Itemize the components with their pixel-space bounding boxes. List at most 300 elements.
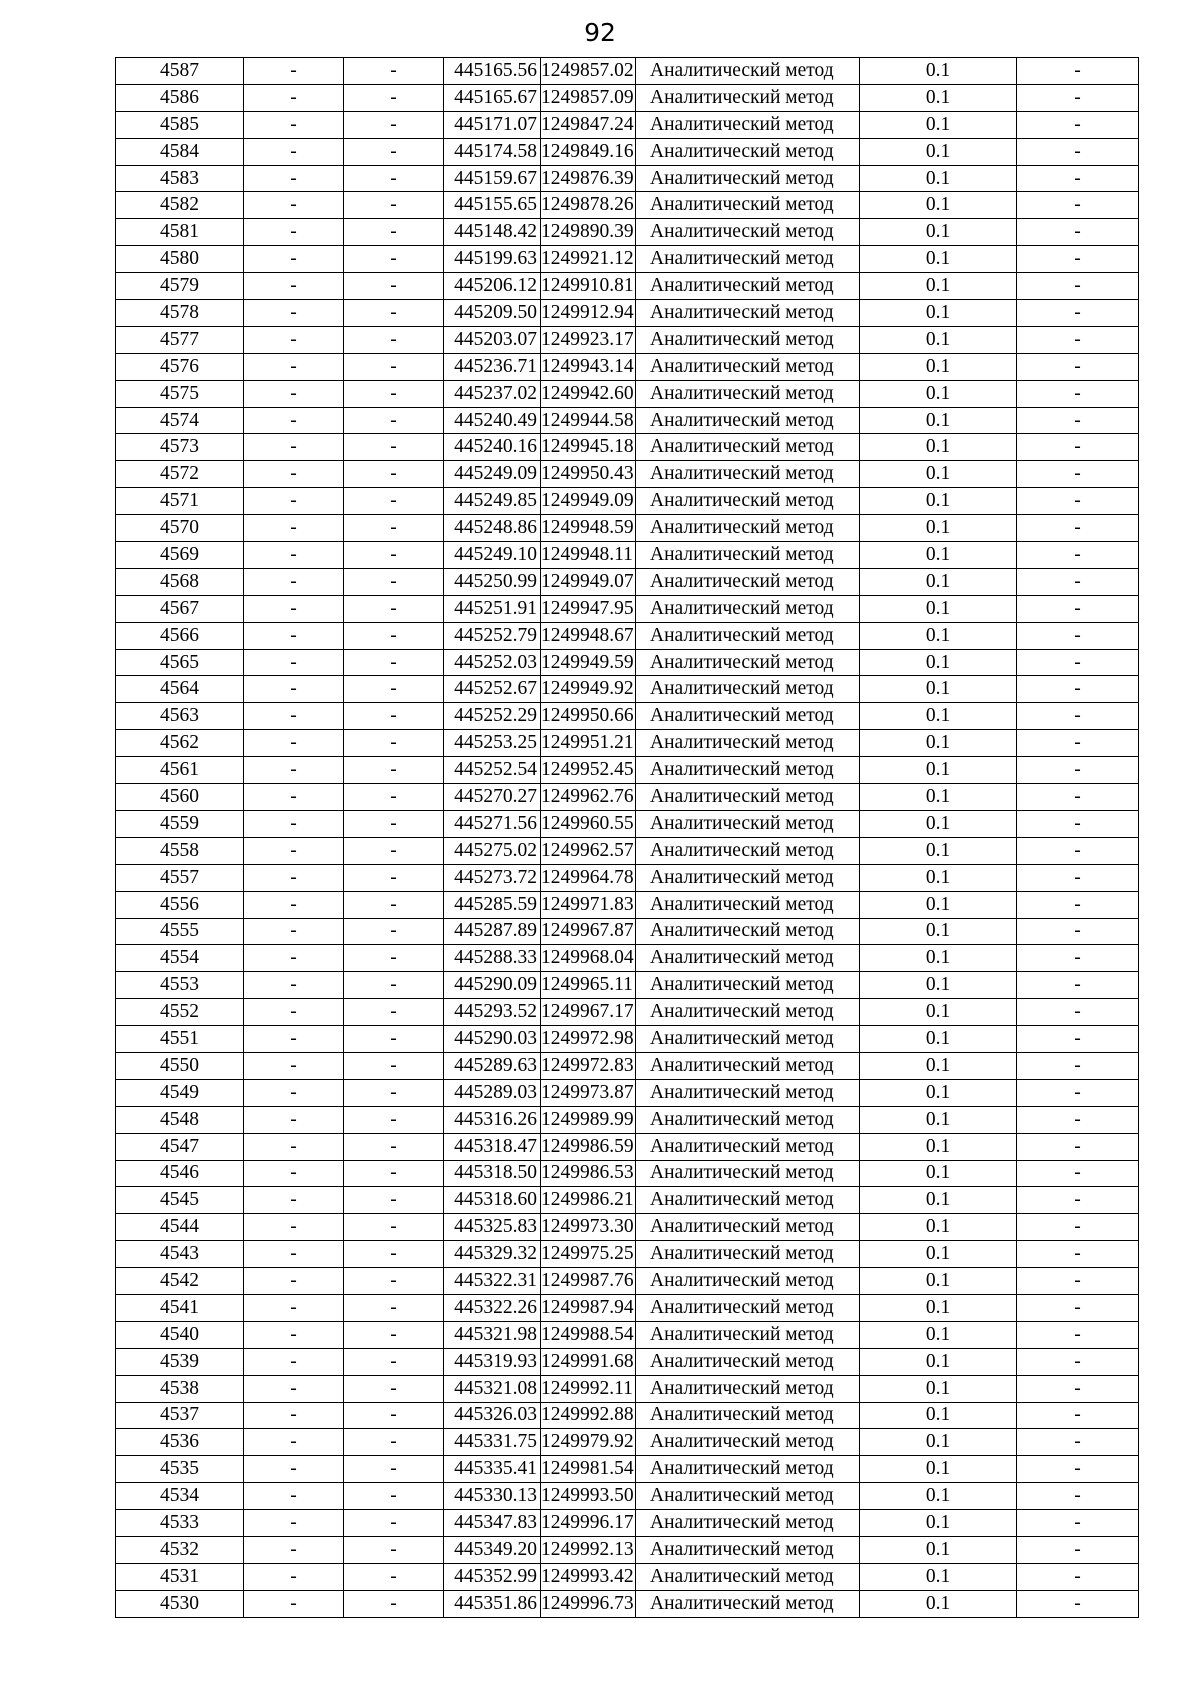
point-number-cell: 4537 xyxy=(116,1402,244,1429)
accuracy-cell: 0.1 xyxy=(860,434,1017,461)
table-row xyxy=(116,1563,1139,1590)
method-cell: Аналитический метод xyxy=(636,1079,860,1106)
table-row xyxy=(116,380,1139,407)
accuracy-cell: 0.1 xyxy=(860,1214,1017,1241)
table-row xyxy=(116,1294,1139,1321)
table-row xyxy=(116,864,1139,891)
y-coordinate-cell: 1249952.45 xyxy=(541,757,636,784)
y-coordinate-cell: 1249986.59 xyxy=(541,1133,636,1160)
table-row xyxy=(116,488,1139,515)
method-cell: Аналитический метод xyxy=(636,84,860,111)
dash-cell: - xyxy=(244,837,344,864)
table-row xyxy=(116,1429,1139,1456)
y-coordinate-cell: 1249986.53 xyxy=(541,1160,636,1187)
x-coordinate-cell: 445275.02 xyxy=(444,837,541,864)
dash-cell: - xyxy=(1017,84,1139,111)
dash-cell: - xyxy=(1017,1483,1139,1510)
dash-cell: - xyxy=(1017,461,1139,488)
accuracy-cell: 0.1 xyxy=(860,407,1017,434)
y-coordinate-cell: 1249943.14 xyxy=(541,353,636,380)
dash-cell: - xyxy=(344,945,444,972)
accuracy-cell: 0.1 xyxy=(860,568,1017,595)
x-coordinate-cell: 445289.63 xyxy=(444,1052,541,1079)
y-coordinate-cell: 1249975.25 xyxy=(541,1241,636,1268)
y-coordinate-cell: 1249949.09 xyxy=(541,488,636,515)
point-number-cell: 4562 xyxy=(116,730,244,757)
dash-cell: - xyxy=(1017,434,1139,461)
y-coordinate-cell: 1249967.17 xyxy=(541,999,636,1026)
dash-cell: - xyxy=(244,1590,344,1617)
table-row xyxy=(116,1106,1139,1133)
dash-cell: - xyxy=(244,1321,344,1348)
dash-cell: - xyxy=(244,515,344,542)
accuracy-cell: 0.1 xyxy=(860,1241,1017,1268)
accuracy-cell: 0.1 xyxy=(860,1079,1017,1106)
x-coordinate-cell: 445321.98 xyxy=(444,1321,541,1348)
y-coordinate-cell: 1249949.59 xyxy=(541,649,636,676)
dash-cell: - xyxy=(244,138,344,165)
accuracy-cell: 0.1 xyxy=(860,999,1017,1026)
dash-cell: - xyxy=(344,891,444,918)
dash-cell: - xyxy=(1017,1321,1139,1348)
table-row xyxy=(116,407,1139,434)
y-coordinate-cell: 1249965.11 xyxy=(541,972,636,999)
method-cell: Аналитический метод xyxy=(636,999,860,1026)
point-number-cell: 4566 xyxy=(116,622,244,649)
table-row xyxy=(116,918,1139,945)
dash-cell: - xyxy=(344,1106,444,1133)
x-coordinate-cell: 445248.86 xyxy=(444,515,541,542)
point-number-cell: 4536 xyxy=(116,1429,244,1456)
method-cell: Аналитический метод xyxy=(636,1052,860,1079)
accuracy-cell: 0.1 xyxy=(860,84,1017,111)
accuracy-cell: 0.1 xyxy=(860,1294,1017,1321)
y-coordinate-cell: 1249981.54 xyxy=(541,1456,636,1483)
dash-cell: - xyxy=(344,972,444,999)
accuracy-cell: 0.1 xyxy=(860,757,1017,784)
dash-cell: - xyxy=(244,918,344,945)
table-row xyxy=(116,945,1139,972)
y-coordinate-cell: 1249962.57 xyxy=(541,837,636,864)
method-cell: Аналитический метод xyxy=(636,1214,860,1241)
table-row xyxy=(116,1321,1139,1348)
dash-cell: - xyxy=(1017,703,1139,730)
table-row xyxy=(116,1079,1139,1106)
method-cell: Аналитический метод xyxy=(636,300,860,327)
x-coordinate-cell: 445349.20 xyxy=(444,1536,541,1563)
dash-cell: - xyxy=(244,1483,344,1510)
y-coordinate-cell: 1249992.11 xyxy=(541,1375,636,1402)
method-cell: Аналитический метод xyxy=(636,891,860,918)
accuracy-cell: 0.1 xyxy=(860,1402,1017,1429)
dash-cell: - xyxy=(344,461,444,488)
dash-cell: - xyxy=(1017,353,1139,380)
y-coordinate-cell: 1249996.17 xyxy=(541,1510,636,1537)
method-cell: Аналитический метод xyxy=(636,353,860,380)
dash-cell: - xyxy=(1017,649,1139,676)
table-row xyxy=(116,1214,1139,1241)
point-number-cell: 4540 xyxy=(116,1321,244,1348)
point-number-cell: 4583 xyxy=(116,165,244,192)
dash-cell: - xyxy=(1017,515,1139,542)
dash-cell: - xyxy=(1017,1268,1139,1295)
point-number-cell: 4541 xyxy=(116,1294,244,1321)
dash-cell: - xyxy=(1017,837,1139,864)
y-coordinate-cell: 1249962.76 xyxy=(541,784,636,811)
point-number-cell: 4568 xyxy=(116,568,244,595)
table-row xyxy=(116,192,1139,219)
dash-cell: - xyxy=(344,918,444,945)
table-row xyxy=(116,165,1139,192)
table-row xyxy=(116,138,1139,165)
y-coordinate-cell: 1249847.24 xyxy=(541,111,636,138)
dash-cell: - xyxy=(244,1133,344,1160)
x-coordinate-cell: 445285.59 xyxy=(444,891,541,918)
method-cell: Аналитический метод xyxy=(636,1429,860,1456)
table-row xyxy=(116,326,1139,353)
dash-cell: - xyxy=(244,273,344,300)
dash-cell: - xyxy=(344,1375,444,1402)
method-cell: Аналитический метод xyxy=(636,1590,860,1617)
table-row xyxy=(116,1375,1139,1402)
table-row xyxy=(116,1160,1139,1187)
accuracy-cell: 0.1 xyxy=(860,461,1017,488)
dash-cell: - xyxy=(1017,488,1139,515)
accuracy-cell: 0.1 xyxy=(860,353,1017,380)
accuracy-cell: 0.1 xyxy=(860,837,1017,864)
dash-cell: - xyxy=(1017,58,1139,85)
method-cell: Аналитический метод xyxy=(636,488,860,515)
dash-cell: - xyxy=(344,837,444,864)
method-cell: Аналитический метод xyxy=(636,1456,860,1483)
accuracy-cell: 0.1 xyxy=(860,1187,1017,1214)
table-row xyxy=(116,1241,1139,1268)
dash-cell: - xyxy=(1017,1026,1139,1053)
point-number-cell: 4581 xyxy=(116,219,244,246)
x-coordinate-cell: 445252.67 xyxy=(444,676,541,703)
y-coordinate-cell: 1249876.39 xyxy=(541,165,636,192)
y-coordinate-cell: 1249986.21 xyxy=(541,1187,636,1214)
accuracy-cell: 0.1 xyxy=(860,515,1017,542)
point-number-cell: 4551 xyxy=(116,1026,244,1053)
y-coordinate-cell: 1249988.54 xyxy=(541,1321,636,1348)
dash-cell: - xyxy=(244,622,344,649)
point-number-cell: 4586 xyxy=(116,84,244,111)
accuracy-cell: 0.1 xyxy=(860,1590,1017,1617)
accuracy-cell: 0.1 xyxy=(860,972,1017,999)
dash-cell: - xyxy=(1017,595,1139,622)
x-coordinate-cell: 445252.54 xyxy=(444,757,541,784)
point-number-cell: 4550 xyxy=(116,1052,244,1079)
dash-cell: - xyxy=(344,1241,444,1268)
method-cell: Аналитический метод xyxy=(636,1348,860,1375)
y-coordinate-cell: 1249949.92 xyxy=(541,676,636,703)
dash-cell: - xyxy=(1017,1536,1139,1563)
x-coordinate-cell: 445148.42 xyxy=(444,219,541,246)
dash-cell: - xyxy=(1017,380,1139,407)
dash-cell: - xyxy=(344,192,444,219)
table-row xyxy=(116,703,1139,730)
dash-cell: - xyxy=(244,58,344,85)
accuracy-cell: 0.1 xyxy=(860,1510,1017,1537)
accuracy-cell: 0.1 xyxy=(860,1133,1017,1160)
table-row xyxy=(116,1402,1139,1429)
point-number-cell: 4556 xyxy=(116,891,244,918)
y-coordinate-cell: 1249991.68 xyxy=(541,1348,636,1375)
x-coordinate-cell: 445318.47 xyxy=(444,1133,541,1160)
dash-cell: - xyxy=(344,380,444,407)
dash-cell: - xyxy=(1017,542,1139,569)
dash-cell: - xyxy=(244,246,344,273)
method-cell: Аналитический метод xyxy=(636,837,860,864)
y-coordinate-cell: 1249960.55 xyxy=(541,810,636,837)
x-coordinate-cell: 445240.49 xyxy=(444,407,541,434)
table-row xyxy=(116,757,1139,784)
y-coordinate-cell: 1249950.66 xyxy=(541,703,636,730)
accuracy-cell: 0.1 xyxy=(860,1026,1017,1053)
dash-cell: - xyxy=(344,810,444,837)
dash-cell: - xyxy=(244,165,344,192)
dash-cell: - xyxy=(344,84,444,111)
method-cell: Аналитический метод xyxy=(636,1402,860,1429)
x-coordinate-cell: 445252.79 xyxy=(444,622,541,649)
dash-cell: - xyxy=(344,1590,444,1617)
dash-cell: - xyxy=(244,784,344,811)
point-number-cell: 4531 xyxy=(116,1563,244,1590)
x-coordinate-cell: 445293.52 xyxy=(444,999,541,1026)
dash-cell: - xyxy=(244,1106,344,1133)
y-coordinate-cell: 1249992.13 xyxy=(541,1536,636,1563)
point-number-cell: 4585 xyxy=(116,111,244,138)
point-number-cell: 4558 xyxy=(116,837,244,864)
dash-cell: - xyxy=(1017,326,1139,353)
point-number-cell: 4559 xyxy=(116,810,244,837)
table-row xyxy=(116,461,1139,488)
dash-cell: - xyxy=(244,1052,344,1079)
dash-cell: - xyxy=(1017,1563,1139,1590)
dash-cell: - xyxy=(244,1375,344,1402)
dash-cell: - xyxy=(244,300,344,327)
dash-cell: - xyxy=(244,649,344,676)
accuracy-cell: 0.1 xyxy=(860,649,1017,676)
method-cell: Аналитический метод xyxy=(636,730,860,757)
dash-cell: - xyxy=(344,703,444,730)
x-coordinate-cell: 445252.03 xyxy=(444,649,541,676)
accuracy-cell: 0.1 xyxy=(860,488,1017,515)
y-coordinate-cell: 1249948.67 xyxy=(541,622,636,649)
dash-cell: - xyxy=(1017,1294,1139,1321)
method-cell: Аналитический метод xyxy=(636,1294,860,1321)
x-coordinate-cell: 445250.99 xyxy=(444,568,541,595)
dash-cell: - xyxy=(244,353,344,380)
dash-cell: - xyxy=(344,515,444,542)
x-coordinate-cell: 445351.86 xyxy=(444,1590,541,1617)
table-row xyxy=(116,1268,1139,1295)
method-cell: Аналитический метод xyxy=(636,918,860,945)
accuracy-cell: 0.1 xyxy=(860,676,1017,703)
dash-cell: - xyxy=(344,1079,444,1106)
dash-cell: - xyxy=(344,730,444,757)
x-coordinate-cell: 445318.50 xyxy=(444,1160,541,1187)
dash-cell: - xyxy=(244,999,344,1026)
point-number-cell: 4570 xyxy=(116,515,244,542)
dash-cell: - xyxy=(344,757,444,784)
y-coordinate-cell: 1249971.83 xyxy=(541,891,636,918)
y-coordinate-cell: 1249942.60 xyxy=(541,380,636,407)
method-cell: Аналитический метод xyxy=(636,676,860,703)
point-number-cell: 4569 xyxy=(116,542,244,569)
y-coordinate-cell: 1249910.81 xyxy=(541,273,636,300)
dash-cell: - xyxy=(344,407,444,434)
method-cell: Аналитический метод xyxy=(636,192,860,219)
accuracy-cell: 0.1 xyxy=(860,945,1017,972)
point-number-cell: 4547 xyxy=(116,1133,244,1160)
x-coordinate-cell: 445240.16 xyxy=(444,434,541,461)
dash-cell: - xyxy=(1017,1456,1139,1483)
dash-cell: - xyxy=(344,58,444,85)
dash-cell: - xyxy=(344,864,444,891)
dash-cell: - xyxy=(244,864,344,891)
method-cell: Аналитический метод xyxy=(636,1160,860,1187)
x-coordinate-cell: 445290.09 xyxy=(444,972,541,999)
dash-cell: - xyxy=(1017,1079,1139,1106)
y-coordinate-cell: 1249951.21 xyxy=(541,730,636,757)
dash-cell: - xyxy=(344,1402,444,1429)
dash-cell: - xyxy=(244,461,344,488)
dash-cell: - xyxy=(1017,757,1139,784)
point-number-cell: 4560 xyxy=(116,784,244,811)
accuracy-cell: 0.1 xyxy=(860,300,1017,327)
y-coordinate-cell: 1249890.39 xyxy=(541,219,636,246)
point-number-cell: 4538 xyxy=(116,1375,244,1402)
point-number-cell: 4554 xyxy=(116,945,244,972)
x-coordinate-cell: 445329.32 xyxy=(444,1241,541,1268)
y-coordinate-cell: 1249973.87 xyxy=(541,1079,636,1106)
table-row xyxy=(116,434,1139,461)
method-cell: Аналитический метод xyxy=(636,461,860,488)
dash-cell: - xyxy=(244,1348,344,1375)
dash-cell: - xyxy=(244,1294,344,1321)
dash-cell: - xyxy=(244,703,344,730)
table-row xyxy=(116,353,1139,380)
x-coordinate-cell: 445290.03 xyxy=(444,1026,541,1053)
dash-cell: - xyxy=(1017,730,1139,757)
table-row xyxy=(116,999,1139,1026)
x-coordinate-cell: 445319.93 xyxy=(444,1348,541,1375)
point-number-cell: 4555 xyxy=(116,918,244,945)
dash-cell: - xyxy=(244,380,344,407)
table-row xyxy=(116,1510,1139,1537)
x-coordinate-cell: 445273.72 xyxy=(444,864,541,891)
point-number-cell: 4571 xyxy=(116,488,244,515)
accuracy-cell: 0.1 xyxy=(860,918,1017,945)
dash-cell: - xyxy=(344,326,444,353)
accuracy-cell: 0.1 xyxy=(860,891,1017,918)
point-number-cell: 4576 xyxy=(116,353,244,380)
dash-cell: - xyxy=(1017,945,1139,972)
dash-cell: - xyxy=(1017,1241,1139,1268)
point-number-cell: 4587 xyxy=(116,58,244,85)
dash-cell: - xyxy=(244,84,344,111)
dash-cell: - xyxy=(344,219,444,246)
y-coordinate-cell: 1249992.88 xyxy=(541,1402,636,1429)
x-coordinate-cell: 445325.83 xyxy=(444,1214,541,1241)
accuracy-cell: 0.1 xyxy=(860,1456,1017,1483)
accuracy-cell: 0.1 xyxy=(860,1429,1017,1456)
point-number-cell: 4572 xyxy=(116,461,244,488)
dash-cell: - xyxy=(1017,1429,1139,1456)
accuracy-cell: 0.1 xyxy=(860,380,1017,407)
table-row xyxy=(116,810,1139,837)
dash-cell: - xyxy=(244,1160,344,1187)
x-coordinate-cell: 445326.03 xyxy=(444,1402,541,1429)
x-coordinate-cell: 445322.26 xyxy=(444,1294,541,1321)
dash-cell: - xyxy=(244,192,344,219)
accuracy-cell: 0.1 xyxy=(860,1106,1017,1133)
dash-cell: - xyxy=(344,542,444,569)
dash-cell: - xyxy=(344,1052,444,1079)
method-cell: Аналитический метод xyxy=(636,945,860,972)
dash-cell: - xyxy=(1017,972,1139,999)
dash-cell: - xyxy=(244,945,344,972)
dash-cell: - xyxy=(344,1563,444,1590)
y-coordinate-cell: 1249993.42 xyxy=(541,1563,636,1590)
x-coordinate-cell: 445165.56 xyxy=(444,58,541,85)
accuracy-cell: 0.1 xyxy=(860,595,1017,622)
dash-cell: - xyxy=(344,353,444,380)
dash-cell: - xyxy=(244,595,344,622)
dash-cell: - xyxy=(344,1321,444,1348)
y-coordinate-cell: 1249993.50 xyxy=(541,1483,636,1510)
accuracy-cell: 0.1 xyxy=(860,864,1017,891)
dash-cell: - xyxy=(244,111,344,138)
dash-cell: - xyxy=(1017,300,1139,327)
dash-cell: - xyxy=(1017,246,1139,273)
dash-cell: - xyxy=(344,1214,444,1241)
point-number-cell: 4549 xyxy=(116,1079,244,1106)
table-row xyxy=(116,1026,1139,1053)
x-coordinate-cell: 445270.27 xyxy=(444,784,541,811)
x-coordinate-cell: 445288.33 xyxy=(444,945,541,972)
accuracy-cell: 0.1 xyxy=(860,165,1017,192)
x-coordinate-cell: 445331.75 xyxy=(444,1429,541,1456)
x-coordinate-cell: 445322.31 xyxy=(444,1268,541,1295)
dash-cell: - xyxy=(1017,1590,1139,1617)
accuracy-cell: 0.1 xyxy=(860,192,1017,219)
dash-cell: - xyxy=(344,1483,444,1510)
method-cell: Аналитический метод xyxy=(636,326,860,353)
dash-cell: - xyxy=(1017,676,1139,703)
table-row xyxy=(116,649,1139,676)
method-cell: Аналитический метод xyxy=(636,1563,860,1590)
y-coordinate-cell: 1249987.94 xyxy=(541,1294,636,1321)
dash-cell: - xyxy=(1017,219,1139,246)
x-coordinate-cell: 445237.02 xyxy=(444,380,541,407)
dash-cell: - xyxy=(344,300,444,327)
dash-cell: - xyxy=(1017,1375,1139,1402)
point-number-cell: 4543 xyxy=(116,1241,244,1268)
method-cell: Аналитический метод xyxy=(636,1106,860,1133)
accuracy-cell: 0.1 xyxy=(860,138,1017,165)
page-number: 92 xyxy=(584,18,616,47)
x-coordinate-cell: 445236.71 xyxy=(444,353,541,380)
dash-cell: - xyxy=(1017,999,1139,1026)
method-cell: Аналитический метод xyxy=(636,58,860,85)
x-coordinate-cell: 445199.63 xyxy=(444,246,541,273)
table-row xyxy=(116,111,1139,138)
dash-cell: - xyxy=(244,891,344,918)
x-coordinate-cell: 445318.60 xyxy=(444,1187,541,1214)
